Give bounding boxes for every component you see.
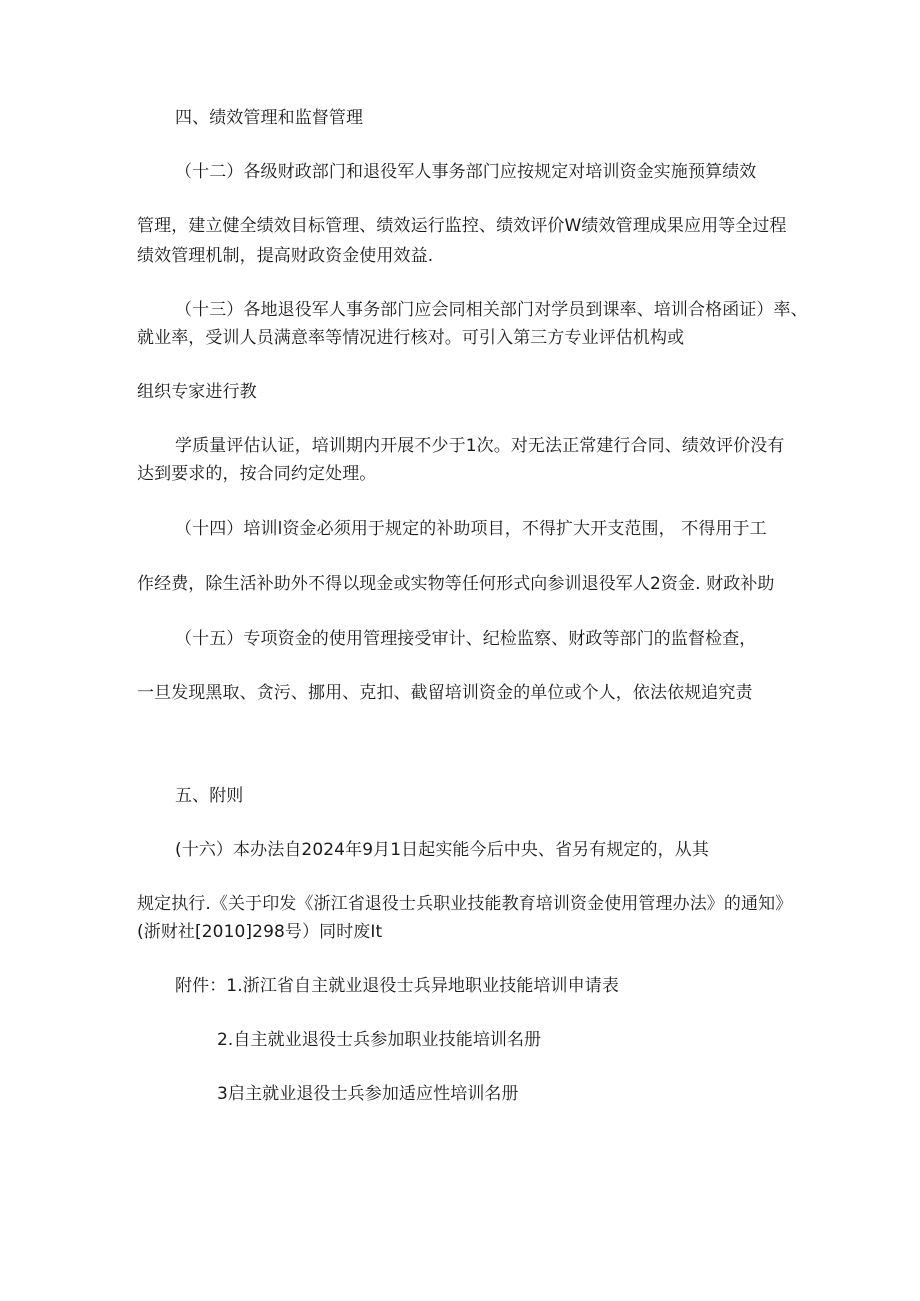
item-16-line-1: (十六）本办法自2024年9月1日起实能今后中央、省另有规定的，从其 — [175, 840, 709, 860]
item-12-line-2: 管理，建立健全绩效目标管理、绩效运行监控、绩效评价W绩效管理成果应用等全过程 — [137, 216, 787, 236]
item-16-line-3: (浙财社[2010]298号）同时废It — [137, 922, 383, 942]
item-16-line-2: 规定执行.《关于印发《浙江省退役士兵职业技能教育培训资金使用管理办法》的通知》 — [137, 894, 793, 914]
item-14-line-1: （十四）培训l资金必须用于规定的补助项目，不得扩大开支范围， 不得用于工 — [175, 519, 767, 539]
item-15-line-1: （十五）专项资金的使用管理接受审计、纪检监察、财政等部门的监督检查， — [175, 629, 757, 649]
section-heading-supplementary: 五、附则 — [175, 786, 244, 806]
item-15-line-2: 一旦发现黑取、贪污、挪用、克扣、截留培训资金的单位或个人，依法依规追究责 — [137, 683, 753, 703]
item-13-line-1: （十三）各地退役军人事务部门应会同相关部门对学员到课率、培训合格函证）率、 — [175, 300, 808, 320]
attachment-1: 附件：1.浙江省自主就业退役士兵异地职业技能培训申请表 — [175, 976, 619, 996]
item-12-line-1: （十二）各级财政部门和退役军人事务部门应按规定对培训资金实施预算绩效 — [175, 162, 757, 182]
attachment-3: 3启主就业退役士兵参加适应性培训名册 — [217, 1084, 519, 1104]
item-13-line-4: 学质量评估认证，培训期内开展不少于1次。对无法正常建行合同、绩效评价没有 — [175, 436, 785, 456]
item-12-line-3: 绩效管理机制，提高财政资金使用效益. — [137, 246, 434, 266]
attachment-2: 2.自主就业退役士兵参加职业技能培训名册 — [217, 1030, 542, 1050]
item-13-line-5: 达到要求的，按合同约定处理。 — [137, 464, 377, 484]
item-13-line-3: 组织专家进行教 — [137, 382, 257, 402]
section-heading-performance: 四、绩效管理和监督管理 — [175, 108, 364, 128]
item-14-line-2: 作经费，除生活补助外不得以现金或实物等任何形式向参训退役军人2资金. 财政补助 — [137, 574, 775, 594]
item-13-line-2: 就业率，受训人员满意率等情况进行核对。可引入第三方专业评估机构或 — [137, 328, 685, 348]
